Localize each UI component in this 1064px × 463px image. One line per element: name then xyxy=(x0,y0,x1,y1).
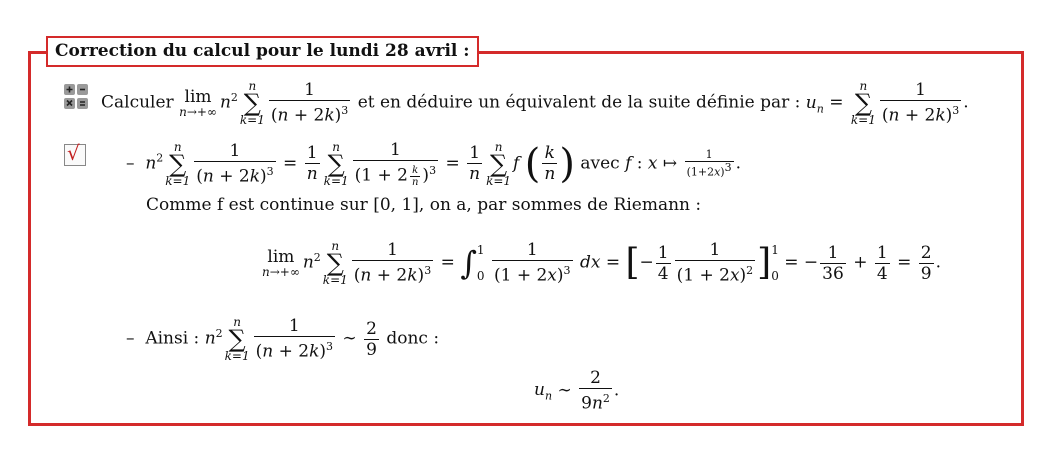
checkbox-checked-icon: √ xyxy=(64,144,86,166)
calculator-icon xyxy=(64,84,89,110)
final-equivalent: $u_n$ ∼ $\frac{2}{9n^2}$ . xyxy=(534,368,620,414)
page-title: Correction du calcul pour le lundi 28 avril : xyxy=(46,36,479,67)
comme-line: Comme f est continue sur [0, 1], on a, par sommes de Riemann : xyxy=(146,195,702,215)
question-middle: et en déduire un équivalent de la suite définie par : xyxy=(357,92,801,113)
question-lead: Calculer xyxy=(101,92,174,113)
step1-line: – $n^2$ n ∑ k=1 $\frac{1}{(n + 2k)^3}$ = $\frac{1}{n}$ n ∑ k=1 1 (1 + 2 $\frac{k}{n}$ )$^3$ = $\frac{1}{n}$ n ∑ k=1 f ( $\frac{k}{n}$ ) avec f : x ↦ $\frac{1}{(1+2x)^3}$ . xyxy=(126,139,741,188)
limit-operator: lim n→+∞ xyxy=(179,86,217,119)
question-line: Calculer lim n→+∞ $n^2$ n ∑ k=1 $\frac{1}{(n + 2k)^3}$ et en déduire un équivalent de la suite définie par : $u_n$ = n ∑ k=1 $\frac{1}{(n + 2k)^3}$ . xyxy=(101,79,969,127)
riemann-equation: lim n→+∞ $n^2$ n ∑ k=1 $\frac{1}{(n + 2k)^3}$ = ∫ 1 0 $\frac{1}{(1 + 2x)^3}$ dx = [− $\frac{1}{4}$ $\frac{1}{(1 + 2x)^2}$ ] 1 0 = − $\frac{1}{36}$ + $\frac{1}{4}$ = $\frac{2}{9}$ . xyxy=(262,239,941,287)
step2-line: – Ainsi : $n^2$ n ∑ k=1 $\frac{1}{(n + 2k)^3}$ ∼ $\frac{2}{9}$ donc : xyxy=(126,315,440,363)
